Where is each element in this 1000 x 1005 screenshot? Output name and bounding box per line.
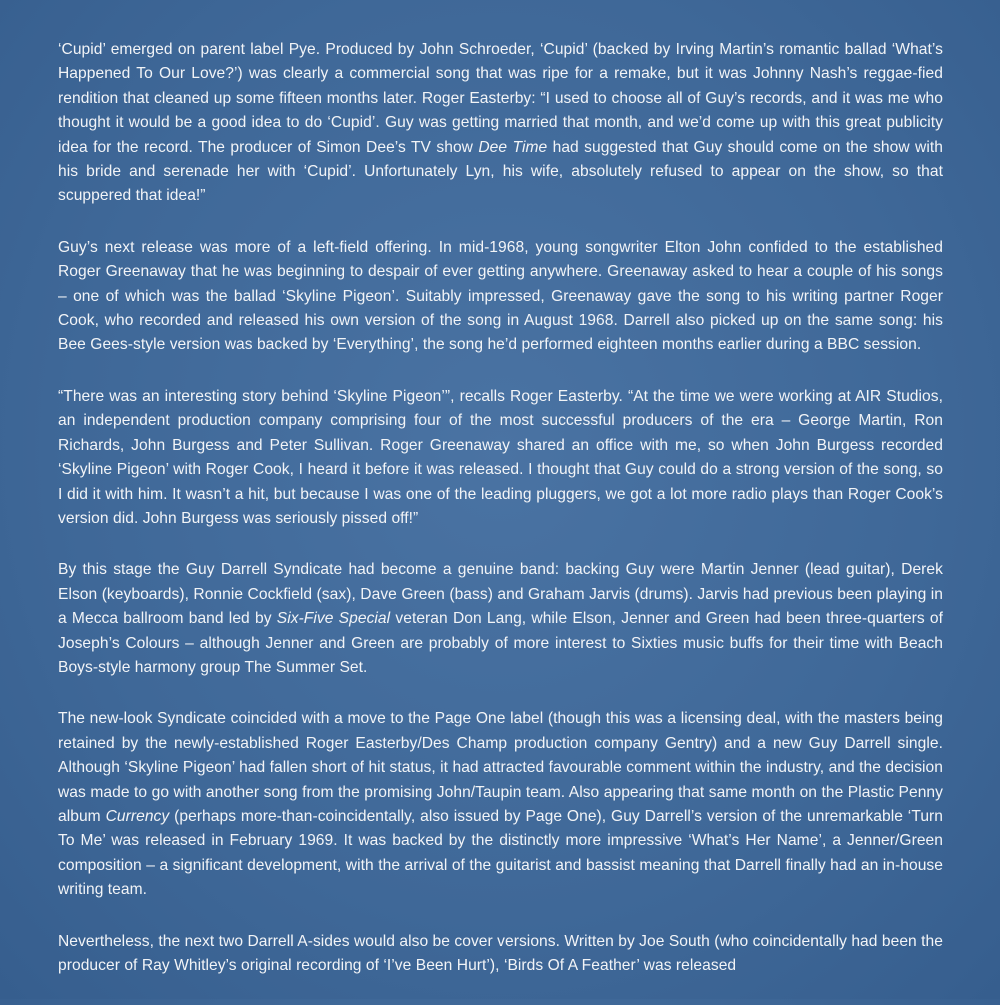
- show-title-six-five-special: Six-Five Special: [276, 610, 391, 628]
- text-segment: Nevertheless, the next two Darrell A-sides would also be cover versions. Written by Joe South (who coincidentally had been the producer of Ray Whitley’s original recording of ‘I’ve Been Hurt’), ‘Birds Of A Feather’ was released: [58, 932, 943, 974]
- document-page: [58, 38, 943, 1005]
- text-segment: ‘Cupid’ emerged on parent label Pye. Produced by John Schroeder, ‘Cupid’ (backed by Irving Martin’s romantic ballad ‘What’s Happened To Our Love?’) was clearly a commercial song that was ripe for a remake, but it was Johnny Nash’s reggae-fied rendition that cleaned up some fifteen months later. Roger Easterby: “I used to choose all of Guy’s records, and it was me who thought it would be a good idea to do ‘Cupid’. Guy was getting married that month, and we’d come up with this great publicity idea for the record. The producer of Simon Dee’s TV show: [58, 41, 943, 156]
- album-title-currency: Currency: [105, 807, 170, 825]
- text-segment: “There was an interesting story behind ‘Skyline Pigeon’”, recalls Roger Easterby. “At the time we were working at AIR Studios, an independent production company comprising four of the most successful producers of the era – George Martin, Ron Richards, John Burgess and Peter Sullivan. Roger Greenaway shared an office with me, so when John Burgess recorded ‘Skyline Pigeon’ with Roger Cook, I heard it before it was released. I thought that Guy could do a strong version of the song, so I did it with him. It wasn’t a hit, but because I was one of the leading pluggers, we got a lot more radio plays than Roger Cook’s version did. John Burgess was seriously pissed off!”: [58, 387, 943, 527]
- text-segment: By this stage the Guy Darrell Syndicate had become a genuine band: backing Guy were Martin Jenner (lead guitar), Derek Elson (keyboards), Ronnie Cockfield (sax), Dave Green (bass) and Graham Jarvis (drums). Jarvis had previous been playing in a Mecca ballroom band led by: [58, 561, 943, 628]
- paragraph-easterby-quote: [58, 385, 943, 531]
- paragraph-skyline-pigeon: [58, 236, 943, 358]
- text-segment: (perhaps more-than-coincidentally, also issued by Page One), Guy Darrell’s version of the unremarkable ‘Turn To Me’ was released in February 1969. It was backed by the distinctly more impressive ‘What’s Her Name’, a Jenner/Green composition – a significant development, with the arrival of the guitarist and bassist meaning that Darrell finally had an in-house writing team.: [58, 807, 944, 899]
- show-title-dee-time: Dee Time: [478, 138, 548, 156]
- text-segment: veteran Don Lang, while Elson, Jenner and Green had been three-quarters of Joseph’s Colours – although Jenner and Green are probably of more interest to Sixties music buffs for their time with Beach Boys-style harmony group The Summer Set.: [58, 610, 943, 676]
- text-segment: The new-look Syndicate coincided with a move to the Page One label (though this was a licensing deal, with the masters being retained by the newly-established Roger Easterby/Des Champ production company Gentry) and a new Guy Darrell single. Although ‘Skyline Pigeon’ had fallen short of hit status, it had attracted favourable comment within the industry, and the decision was made to go with another song from the promising John/Taupin team. Also appearing that same month on the Plastic Penny album: [58, 710, 943, 825]
- paragraph-cover-versions: [58, 930, 943, 979]
- paragraph-syndicate-band: [58, 558, 943, 680]
- text-segment: Guy’s next release was more of a left-field offering. In mid-1968, young songwriter Elton John confided to the established Roger Greenaway that he was beginning to despair of ever getting anywhere. Greenaway asked to hear a couple of his songs – one of which was the ballad ‘Skyline Pigeon’. Suitably impressed, Greenaway gave the song to his writing partner Roger Cook, who recorded and released his own version of the song in August 1968. Darrell also picked up on the same song: his Bee Gees-style version was backed by ‘Everything’, the song he’d performed eighteen months earlier during a BBC session.: [58, 238, 943, 354]
- text-segment: had suggested that Guy should come on the show with his bride and serenade her with ‘Cupid’. Unfortunately Lyn, his wife, absolutely refused to appear on the show, so that scuppered that idea!”: [58, 138, 943, 205]
- paragraph-cupid: [58, 38, 943, 209]
- paragraph-page-one-label: [58, 707, 943, 902]
